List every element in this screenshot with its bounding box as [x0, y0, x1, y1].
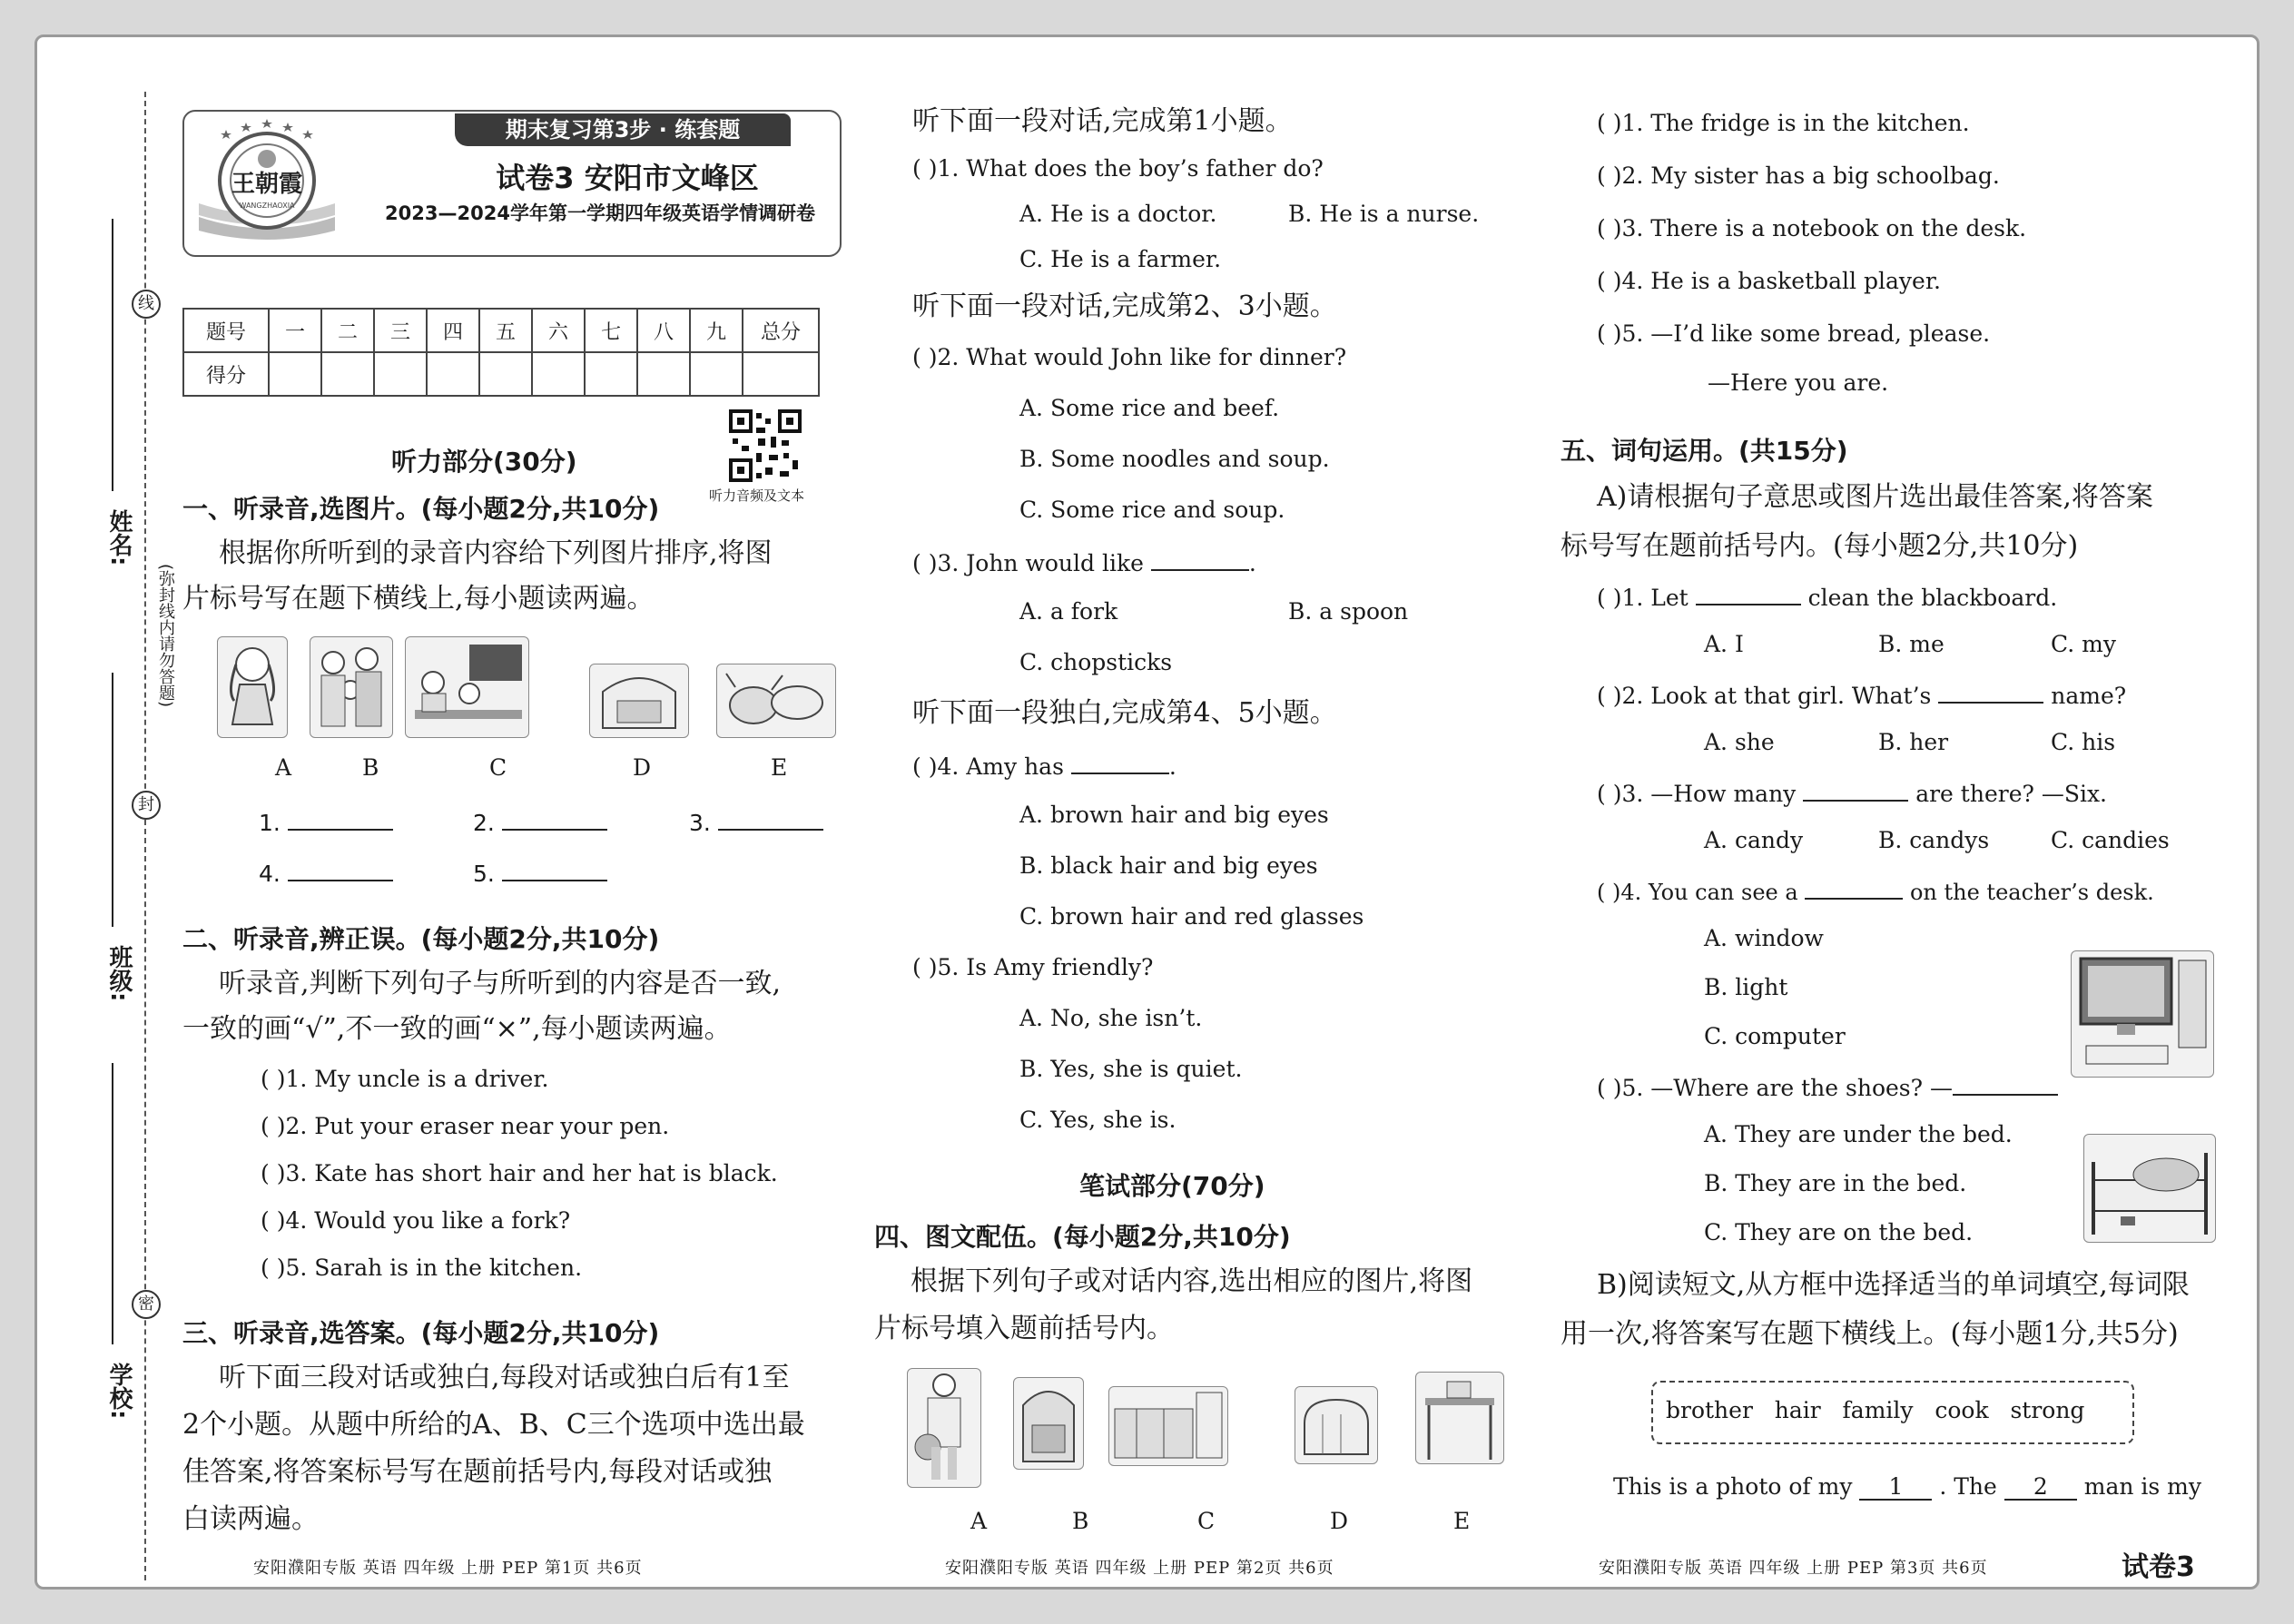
section1-instr-2: 片标号写在题下横线上,每小题读两遍。: [182, 583, 655, 615]
a4-option-b[interactable]: B. light: [1704, 974, 1788, 1000]
score-input[interactable]: [585, 352, 637, 396]
q2-option-a[interactable]: A. Some rice and beef.: [1019, 395, 1280, 421]
a2-option-b[interactable]: B. her: [1878, 729, 1949, 755]
match-item-5[interactable]: ( )5. —I’d like some bread, please.: [1597, 320, 1991, 347]
s4-pic-label-e: E: [1453, 1508, 1471, 1534]
section4-title: 四、图文配伍。(每小题2分,共10分): [874, 1222, 1291, 1252]
q3-stem[interactable]: ( )3. John would like .: [912, 547, 1256, 577]
q4-option-c[interactable]: C. brown hair and red glasses: [1019, 903, 1364, 930]
score-cell: 一: [269, 309, 321, 352]
section5b-instr-2: 用一次,将答案写在题下横线上。(每小题1分,共5分): [1561, 1318, 2179, 1350]
score-input[interactable]: [637, 352, 690, 396]
section5a-instr-2: 标号写在题前括号内。(每小题2分,共10分): [1561, 530, 2079, 562]
s4-pic-label-b: B: [1072, 1508, 1089, 1534]
score-cell: 总分: [743, 309, 819, 352]
score-cell: 八: [637, 309, 690, 352]
score-cell: 九: [690, 309, 743, 352]
match-item-3[interactable]: ( )3. There is a notebook on the desk.: [1597, 215, 2027, 241]
a4-option-c[interactable]: C. computer: [1704, 1023, 1846, 1049]
score-cell: 三: [374, 309, 427, 352]
secret-mark: 密: [132, 1290, 161, 1319]
dialogue1-intro: 听下面一段对话,完成第1小题。: [912, 105, 1293, 137]
exam-page: [34, 34, 2260, 1590]
a2-option-c[interactable]: C. his: [2051, 729, 2116, 755]
q3-option-b[interactable]: B. a spoon: [1288, 598, 1409, 625]
score-input[interactable]: [690, 352, 743, 396]
section5a-instr-1: A)请根据句子意思或图片选出最佳答案,将答案: [1597, 481, 2153, 513]
a1-option-c[interactable]: C. my: [2051, 631, 2116, 657]
picture-girl: [217, 636, 288, 738]
q2-stem[interactable]: ( )2. What would John like for dinner?: [912, 344, 1347, 370]
q2-option-c[interactable]: C. Some rice and soup.: [1019, 497, 1285, 523]
paper-number: 试卷3: [2122, 1551, 2195, 1583]
monologue-intro: 听下面一段独白,完成第4、5小题。: [912, 697, 1337, 729]
q2-option-b[interactable]: B. Some noodles and soup.: [1019, 446, 1330, 472]
passage-line-1: This is a photo of my 1 . The 2 man is my: [1613, 1473, 2201, 1500]
qr-caption: 听力音频及文本: [709, 487, 805, 504]
a3-stem[interactable]: ( )3. —How many are there? —Six.: [1597, 778, 2107, 808]
school-label: 学校:: [105, 1363, 133, 1420]
binding-note: (弥封线内请勿答题): [156, 564, 175, 708]
q1-option-b[interactable]: B. He is a nurse.: [1288, 201, 1480, 227]
picture-kitchen-fridge: [1108, 1386, 1228, 1466]
score-row-headers: [183, 309, 819, 352]
s4-pic-label-d: D: [1330, 1508, 1349, 1534]
qr-code-icon[interactable]: [729, 409, 802, 482]
a2-option-a[interactable]: A. she: [1704, 729, 1775, 755]
q5-stem[interactable]: ( )5. Is Amy friendly?: [912, 954, 1154, 980]
a3-option-a[interactable]: A. candy: [1704, 827, 1804, 853]
score-input[interactable]: [321, 352, 374, 396]
score-cell: 四: [427, 309, 479, 352]
q3-option-c[interactable]: C. chopsticks: [1019, 649, 1173, 675]
a5-option-c[interactable]: C. They are on the bed.: [1704, 1219, 1974, 1245]
a5-option-b[interactable]: B. They are in the bed.: [1704, 1170, 1967, 1196]
score-cell: 五: [479, 309, 532, 352]
score-label: 得分: [183, 352, 269, 396]
step-banner: 期末复习第3步 · 练套题: [455, 113, 791, 146]
a5-stem[interactable]: ( )5. —Where are the shoes? —: [1597, 1072, 2058, 1102]
section4-instr-1: 根据下列句子或对话内容,选出相应的图片,将图: [911, 1265, 1473, 1297]
passage-blank-2[interactable]: 2: [2004, 1477, 2077, 1501]
word-bank-words: brother hair family cook strong: [1666, 1397, 2085, 1423]
pic-label-b: B: [362, 754, 379, 781]
logo: [190, 117, 344, 246]
score-table: [182, 308, 820, 397]
section4-instr-2: 片标号填入题前括号内。: [874, 1313, 1174, 1344]
q1-option-a[interactable]: A. He is a doctor.: [1019, 201, 1217, 227]
picture-computer: [2071, 950, 2214, 1078]
dialogue2-intro: 听下面一段对话,完成第2、3小题。: [912, 290, 1337, 322]
score-cell: 题号: [183, 309, 269, 352]
pic-label-c: C: [489, 754, 507, 781]
judge-item-4[interactable]: ( )4. Would you like a fork?: [261, 1207, 571, 1234]
q4-option-b[interactable]: B. black hair and big eyes: [1019, 852, 1318, 879]
answer-blank-3[interactable]: 3.: [689, 807, 823, 837]
a4-option-a[interactable]: A. window: [1704, 925, 1824, 951]
picture-basketball-player: [907, 1368, 981, 1488]
section1-title: 一、听录音,选图片。(每小题2分,共10分): [182, 494, 660, 524]
section3-instr-1: 听下面三段对话或独白,每段对话或独白后有1至: [219, 1362, 790, 1393]
picture-schoolbag: [589, 664, 689, 738]
q4-stem[interactable]: ( )4. Amy has .: [912, 751, 1177, 781]
a2-stem[interactable]: ( )2. Look at that girl. What’s name?: [1597, 680, 2126, 710]
footer-page-2: 安阳濮阳专版 英语 四年级 上册 PEP 第2页 共6页: [945, 1559, 1334, 1578]
answer-blank-5[interactable]: 5.: [473, 858, 607, 888]
q1-stem[interactable]: ( )1. What does the boy’s father do?: [912, 155, 1324, 182]
section3-instr-4: 白读两遍。: [182, 1503, 319, 1535]
logo-emblem-icon: [190, 117, 344, 246]
q4-option-a[interactable]: A. brown hair and big eyes: [1019, 802, 1329, 828]
score-input[interactable]: [374, 352, 427, 396]
section3-instr-2: 2个小题。从题中所给的A、B、C三个选项中选出最: [182, 1409, 805, 1441]
score-input[interactable]: [532, 352, 585, 396]
q3-option-a[interactable]: A. a fork: [1019, 598, 1118, 625]
score-cell: 六: [532, 309, 585, 352]
q5-option-c[interactable]: C. Yes, she is.: [1019, 1107, 1177, 1133]
q5-option-a[interactable]: A. No, she isn’t.: [1019, 1005, 1203, 1031]
score-input[interactable]: [427, 352, 479, 396]
a1-option-b[interactable]: B. me: [1878, 631, 1944, 657]
pic-label-d: D: [633, 754, 652, 781]
score-input[interactable]: [269, 352, 321, 396]
score-input[interactable]: [743, 352, 819, 396]
picture-desk-notebook: [1415, 1372, 1504, 1464]
q5-option-b[interactable]: B. Yes, she is quiet.: [1019, 1056, 1243, 1082]
match-item-4[interactable]: ( )4. He is a basketball player.: [1597, 268, 1941, 294]
line-mark: 线: [132, 290, 161, 319]
a4-stem[interactable]: ( )4. You can see a on the teacher’s desk.: [1597, 876, 2154, 906]
pic-label-e: E: [771, 754, 788, 781]
picture-family: [310, 636, 393, 738]
section2-instr-1: 听录音,判断下列句子与所听到的内容是否一致,: [219, 968, 782, 999]
picture-schoolbag-2: [1013, 1377, 1084, 1470]
a5-option-a[interactable]: A. They are under the bed.: [1704, 1121, 2013, 1147]
class-line[interactable]: [112, 673, 113, 927]
paper-title: 试卷3 安阳市文峰区: [496, 161, 759, 195]
match-item-5-reply: —Here you are.: [1708, 369, 1889, 396]
match-item-2[interactable]: ( )2. My sister has a big schoolbag.: [1597, 162, 2000, 189]
judge-item-3[interactable]: ( )3. Kate has short hair and her hat is black.: [261, 1160, 778, 1186]
s4-pic-label-c: C: [1197, 1508, 1216, 1534]
score-row-values: [183, 352, 819, 396]
a1-stem[interactable]: ( )1. Let clean the blackboard.: [1597, 582, 2057, 612]
judge-item-5[interactable]: ( )5. Sarah is in the kitchen.: [261, 1255, 583, 1281]
answer-blank-2[interactable]: 2.: [473, 807, 607, 837]
school-line[interactable]: [112, 1063, 113, 1344]
section3-title: 三、听录音,选答案。(每小题2分,共10分): [182, 1318, 660, 1348]
answer-blank-4[interactable]: 4.: [259, 858, 393, 888]
a3-option-b[interactable]: B. candys: [1878, 827, 1990, 853]
score-cell: 二: [321, 309, 374, 352]
footer-page-1: 安阳濮阳专版 英语 四年级 上册 PEP 第1页 共6页: [253, 1559, 643, 1578]
name-line[interactable]: [112, 219, 113, 491]
pic-label-a: A: [275, 754, 292, 781]
a1-option-a[interactable]: A. I: [1704, 631, 1744, 657]
svg-text:王朝霞: 王朝霞: [231, 171, 303, 198]
passage-blank-1[interactable]: 1: [1859, 1477, 1932, 1501]
score-input[interactable]: [479, 352, 532, 396]
picture-classroom: [405, 636, 529, 738]
section2-instr-2: 一致的画“√”,不一致的画“×”,每小题读两遍。: [182, 1013, 732, 1045]
picture-vegetables: [716, 664, 836, 738]
paper-subtitle: 2023—2024学年第一学期四年级英语学情调研卷: [385, 202, 815, 224]
q1-option-c[interactable]: C. He is a farmer.: [1019, 246, 1222, 272]
section1-instr-1: 根据你所听到的录音内容给下列图片排序,将图: [219, 537, 773, 569]
section5b-instr-1: B)阅读短文,从方框中选择适当的单词填空,每词限: [1597, 1269, 2190, 1301]
section5-title: 五、词句运用。(共15分): [1561, 436, 1848, 466]
section2-title: 二、听录音,辨正误。(每小题2分,共10分): [182, 924, 660, 954]
a3-option-c[interactable]: C. candies: [2051, 827, 2170, 853]
footer-page-3: 安阳濮阳专版 英语 四年级 上册 PEP 第3页 共6页: [1599, 1559, 1988, 1578]
class-label: 班级:: [105, 945, 133, 1002]
name-label: 姓名:: [105, 509, 133, 566]
svg-text:WANGZHAOXIA: WANGZHAOXIA: [239, 202, 295, 210]
section3-instr-3: 佳答案,将答案标号写在题前括号内,每段对话或独: [182, 1456, 773, 1488]
picture-bread: [1295, 1386, 1378, 1464]
judge-item-2[interactable]: ( )2. Put your eraser near your pen.: [261, 1113, 670, 1139]
s4-pic-label-a: A: [970, 1508, 988, 1534]
seal-mark: 封: [132, 791, 161, 820]
listening-title: 听力部分(30分): [391, 447, 577, 477]
answer-blank-1[interactable]: 1.: [259, 807, 393, 837]
judge-item-1[interactable]: ( )1. My uncle is a driver.: [261, 1066, 549, 1092]
picture-bed: [2083, 1134, 2216, 1243]
score-cell: 七: [585, 309, 637, 352]
match-item-1[interactable]: ( )1. The fridge is in the kitchen.: [1597, 110, 1970, 136]
written-title: 笔试部分(70分): [1079, 1171, 1265, 1201]
